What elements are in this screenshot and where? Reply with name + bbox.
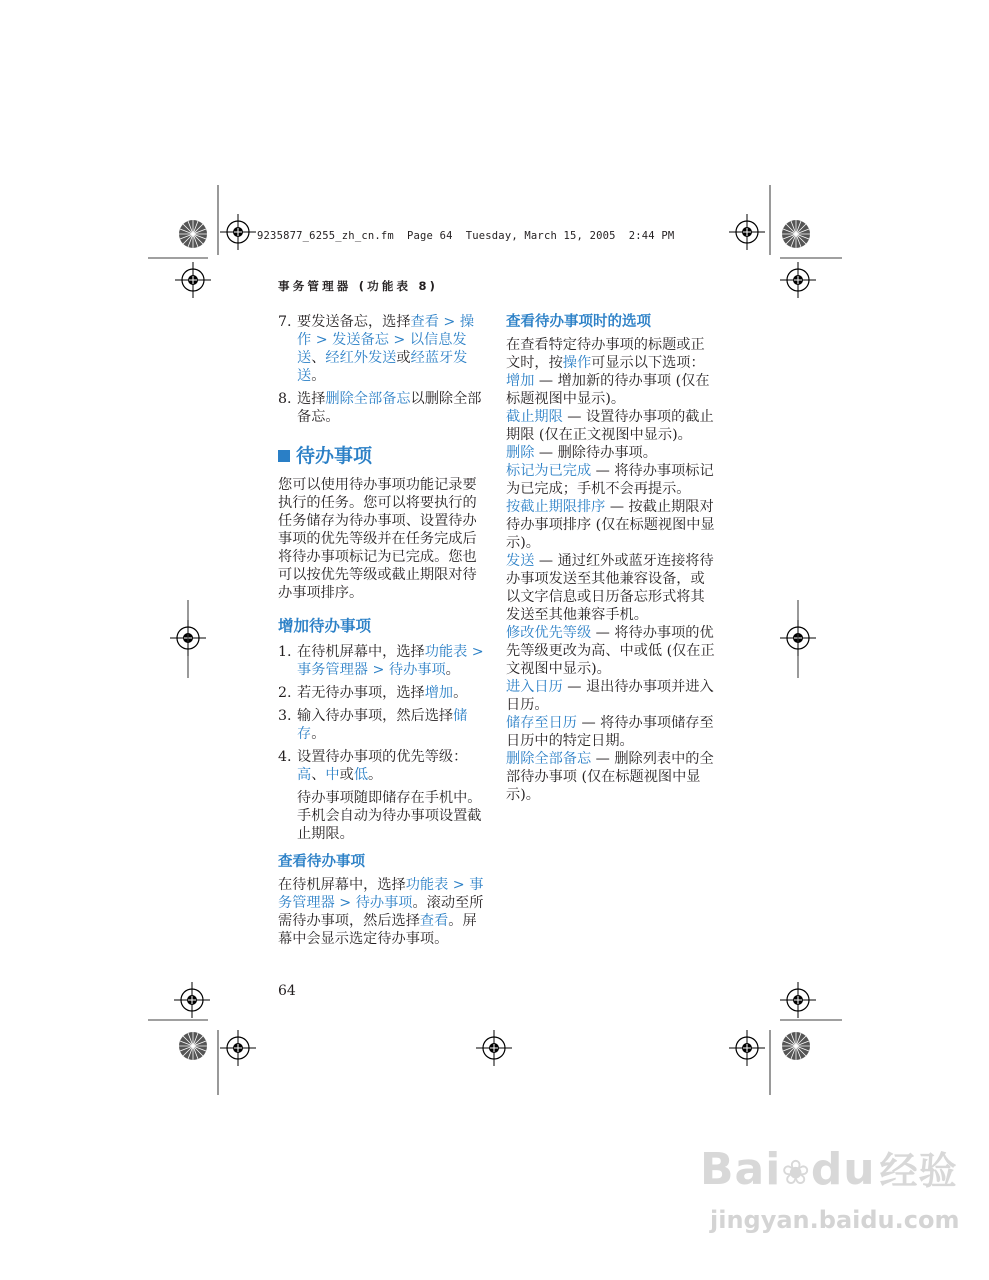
- menu-link-via-bluetooth: 经蓝牙发送: [297, 350, 468, 384]
- menu-link-send-note: 发送备忘: [332, 332, 389, 348]
- menu-link-menu: 功能表: [405, 877, 449, 893]
- menu-link-todo: 待办事项: [355, 895, 413, 911]
- heading-square-icon: [278, 450, 290, 462]
- menu-link-organizer: 事务管理器: [278, 877, 484, 911]
- page-number: 64: [278, 983, 296, 999]
- menu-link-view: 查看: [419, 913, 449, 929]
- menu-link-options: 操作: [297, 314, 475, 348]
- option-delete-all: 删除全部备忘 — 删除列表中的全部待办事项 (仅在标题视图中显示)。: [506, 751, 714, 803]
- step-7: 7. 要发送备忘，选择查看 > 操作 > 发送备忘 > 以信息发送、经红外发送或经蓝牙发送。: [278, 314, 475, 384]
- step-8: 8. 选择删除全部备忘以删除全部备忘。: [278, 391, 482, 425]
- subheading-todo-options: 查看待办事项时的选项: [506, 314, 651, 330]
- view-instructions: 在待机屏幕中，选择功能表 > 事务管理器 > 待办事项。滚动至所需待办事项，然后选择查看。屏幕中会显示选定待办事项。: [278, 877, 484, 947]
- option-edit-priority: 修改优先等级 — 将待办事项的优先等级更改为高、中或低 (仅在正文视图中显示)。: [506, 625, 715, 677]
- file-info-line: 9235877_6255_zh_cn.fm Page 64 Tuesday, March 15, 2005 2:44 PM: [257, 230, 675, 242]
- menu-link-organizer: 事务管理器: [297, 662, 368, 678]
- subheading-add-todo: 增加待办事项: [278, 617, 372, 635]
- registration-mark-bottom-center: [476, 1030, 512, 1066]
- menu-link-send-as-message: 以信息发送: [297, 332, 467, 366]
- menu-link-options: 操作: [562, 355, 592, 371]
- option-send: 发送 — 通过红外或蓝牙连接将待办事项发送至其他兼容设备，或以文字信息或日历备忘形式将其发送至其他兼容手机。: [506, 553, 714, 623]
- menu-link-medium: 中: [325, 767, 340, 783]
- right-column: [506, 313, 716, 804]
- options-intro: 在查看特定待办事项的标题或正文时，按操作可显示以下选项：: [506, 337, 705, 371]
- registration-mark-left-lower: [174, 982, 210, 1018]
- menu-link-delete-all-notes: 删除全部备忘: [325, 391, 411, 407]
- baidu-jingyan-watermark: [700, 1140, 960, 1234]
- menu-link-menu: 功能表: [424, 644, 468, 660]
- option-delete: 删除 — 删除待办事项。: [506, 445, 657, 461]
- add-step-1: 1. 在待机屏幕中，选择功能表 > 事务管理器 > 待办事项。: [278, 644, 484, 678]
- registration-mark-left-upper: [175, 262, 211, 298]
- add-note: 待办事项随即储存在手机中。手机会自动为待办事项设置截止期限。: [297, 790, 482, 842]
- registration-mark-top-left: [220, 214, 256, 250]
- menu-link-view: 查看: [410, 314, 439, 330]
- menu-link-high: 高: [297, 767, 312, 783]
- registration-mark-top-right: [729, 214, 765, 250]
- menu-link-todo: 待办事项: [388, 662, 446, 678]
- add-step-3: 3. 输入待办事项，然后选择储存。: [278, 708, 468, 742]
- color-star-mark-top-left: [179, 220, 207, 248]
- menu-link-add: 增加: [424, 685, 454, 701]
- option-due-date: 截止期限 — 设置待办事项的截止期限 (仅在正文视图中显示)。: [506, 409, 714, 443]
- menu-link-save: 储存: [297, 708, 468, 742]
- registration-mark-bottom-right: [729, 1030, 765, 1066]
- add-step-2: 2. 若无待办事项，选择增加。: [278, 685, 468, 701]
- color-star-mark-bottom-right: [782, 1032, 810, 1060]
- color-star-mark-top-right: [782, 220, 810, 248]
- watermark-brand: Bai❀du 经验: [700, 1144, 958, 1195]
- running-head: 事务管理器 (功能表 8): [278, 279, 439, 293]
- section-heading-todo: 待办事项: [278, 444, 488, 468]
- color-star-mark-bottom-left: [179, 1032, 207, 1060]
- subheading-view-todo: 查看待办事项: [278, 854, 365, 870]
- option-go-to-calendar: 进入日历 — 退出待办事项并进入日历。: [506, 679, 714, 713]
- registration-mark-bottom-left: [220, 1030, 256, 1066]
- menu-link-low: 低: [353, 767, 369, 783]
- watermark-url: jingyan.baidu.com: [710, 1206, 960, 1234]
- registration-mark-right-upper: [780, 262, 816, 298]
- add-step-4: 4. 设置待办事项的优先等级：高、中或低。: [278, 749, 468, 783]
- option-mark-done: 标记为已完成 — 将待办事项标记为已完成；手机不会再提示。: [506, 463, 714, 497]
- todo-intro: 您可以使用待办事项功能记录要执行的任务。您可以将要执行的任务储存为待办事项、设置待办事项的优先等级并在任务完成后将待办事项标记为已完成。您也可以按优先等级或截止期限对待办事项排序。: [278, 477, 477, 601]
- option-sort-by-deadline: 按截止期限排序 — 按截止期限对待办事项排序 (仅在标题视图中显示)。: [506, 499, 715, 551]
- option-add: 增加 — 增加新的待办事项 (仅在标题视图中显示)。: [506, 373, 710, 407]
- paw-icon: ❀: [781, 1153, 811, 1193]
- left-column: [278, 313, 488, 948]
- option-save-to-calendar: 储存至日历 — 将待办事项储存至日历中的特定日期。: [506, 715, 714, 749]
- menu-link-via-infrared: 经红外发送: [325, 350, 397, 366]
- registration-mark-right-lower: [780, 982, 816, 1018]
